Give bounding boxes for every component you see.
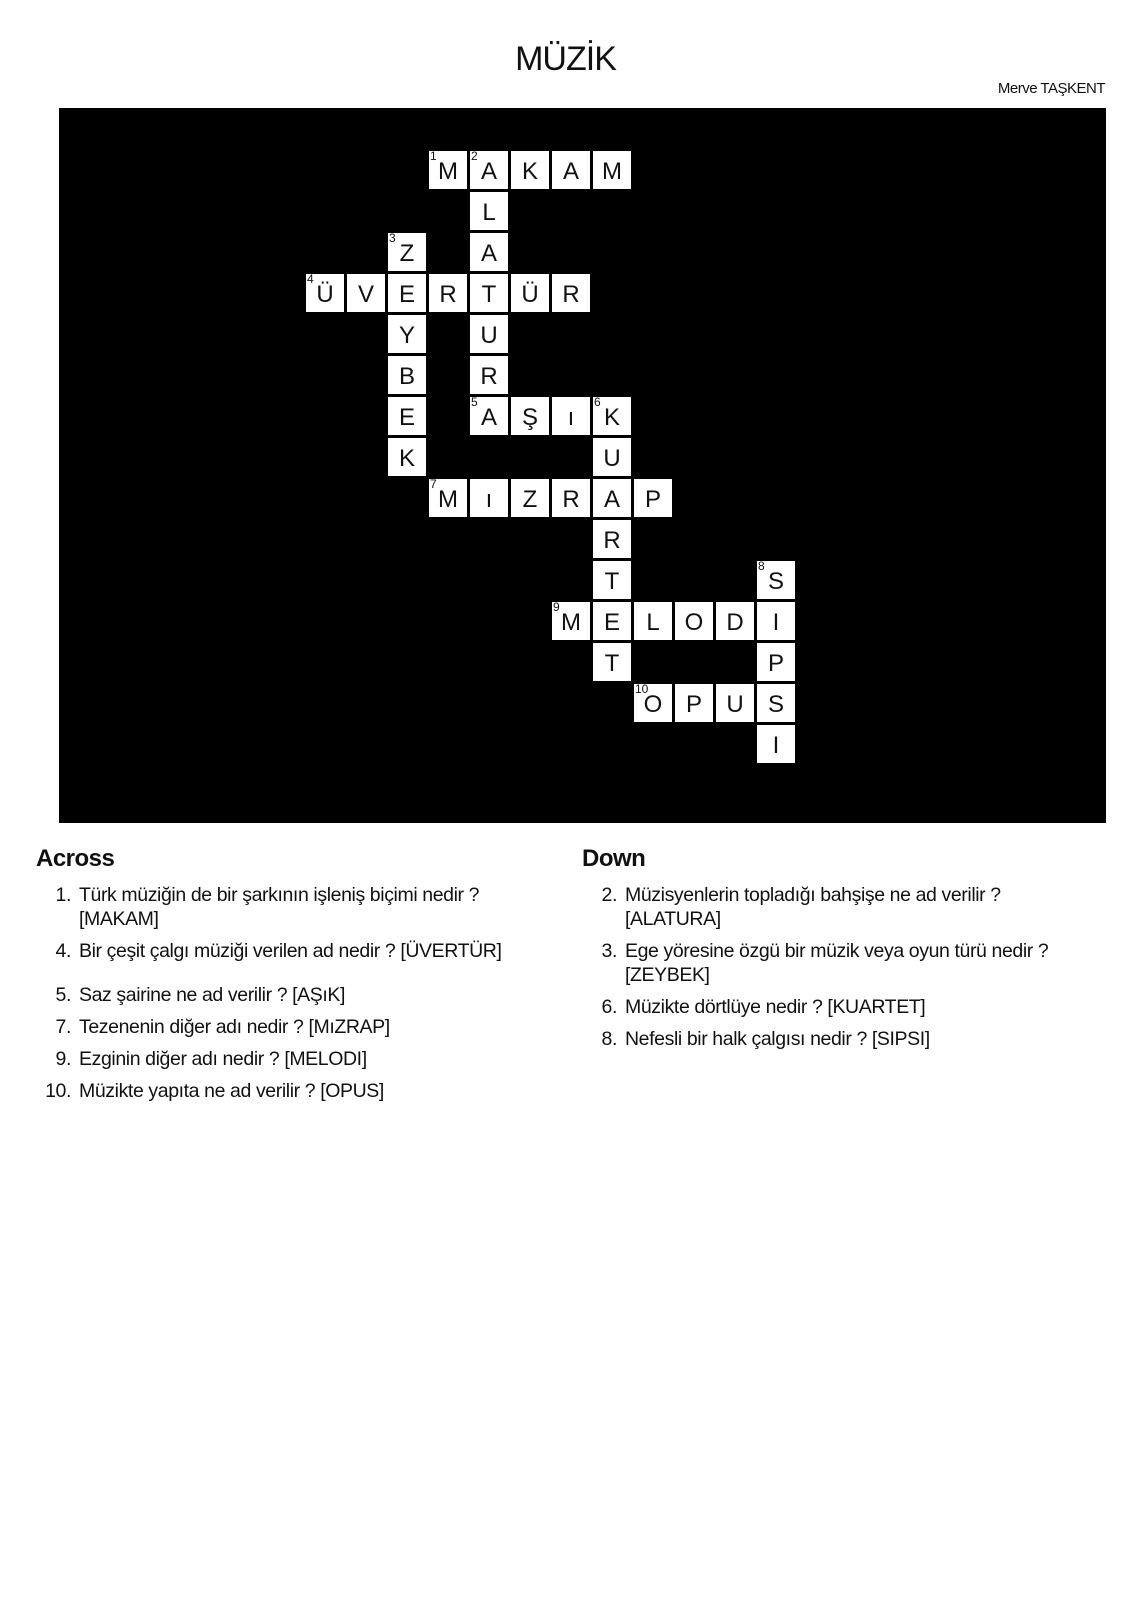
clue-item (582, 995, 1102, 1019)
cell-letter: R (439, 281, 457, 308)
cell-letter: A (480, 158, 497, 185)
grid-cell[interactable] (387, 437, 427, 477)
clue-text: Bir çeşit çalgı müziği verilen ad nedir ? [ÜVERTÜR] (79, 940, 502, 962)
clue-item (36, 1047, 556, 1071)
clue-text: Nefesli bir halk çalgısı nedir ? [SIPSI] (625, 1028, 930, 1050)
cell-letter: U (480, 322, 498, 349)
grid-cell[interactable] (428, 478, 468, 518)
cell-letter: K (398, 445, 415, 472)
cell-letter: A (562, 158, 579, 185)
cell-number: 2 (471, 149, 478, 163)
cell-letter: P (767, 650, 784, 677)
clue-number: 1. (55, 884, 71, 906)
grid-cell[interactable] (633, 683, 673, 723)
grid-cell[interactable] (469, 232, 509, 272)
clue-number: 2. (601, 884, 617, 906)
cell-letter: Y (398, 322, 415, 349)
cell-letter: K (603, 404, 620, 431)
cell-number: 5 (471, 395, 478, 409)
cell-letter: A (480, 240, 497, 267)
cell-letter: L (482, 199, 496, 226)
author-name: Merve TAŞKENT (997, 80, 1105, 97)
cell-letter: E (398, 281, 415, 308)
grid-cell[interactable] (633, 478, 673, 518)
grid-cell[interactable] (428, 150, 468, 190)
grid-cell[interactable] (510, 396, 550, 436)
cell-letter: R (562, 281, 580, 308)
cell-letter: R (603, 527, 621, 554)
grid-cell[interactable] (592, 150, 632, 190)
clue-number: 3. (601, 940, 617, 962)
cell-letter: L (646, 609, 660, 636)
cell-letter: P (685, 691, 702, 718)
grid-cell[interactable] (756, 642, 796, 682)
clue-number: 4. (55, 940, 71, 962)
crossword-grid (59, 108, 1106, 823)
grid-cell[interactable] (715, 601, 755, 641)
grid-cell[interactable] (592, 396, 632, 436)
grid-cell[interactable] (551, 601, 591, 641)
cell-letter: Z (399, 240, 415, 267)
cell-letter: ı (567, 404, 575, 431)
grid-cell[interactable] (387, 232, 427, 272)
grid-cell[interactable] (674, 683, 714, 723)
cell-letter: B (398, 363, 415, 390)
grid-cell[interactable] (469, 191, 509, 231)
cell-letter: O (684, 609, 704, 636)
grid-cell[interactable] (592, 478, 632, 518)
clue-item (582, 1027, 1102, 1051)
grid-cell[interactable] (551, 478, 591, 518)
grid-cell[interactable] (592, 519, 632, 559)
cell-letter: M (602, 158, 622, 185)
clue-item (36, 939, 556, 963)
down-heading: Down (582, 845, 646, 872)
clue-item (582, 883, 1102, 931)
cell-number: 7 (430, 477, 437, 491)
cell-letter: O (643, 691, 663, 718)
page-title: MÜZİK (515, 40, 616, 78)
grid-cell[interactable] (756, 601, 796, 641)
clue-text: Ege yöresine özgü bir müzik veya oyun türü nedir ? (625, 940, 1049, 962)
cell-number: 6 (594, 395, 601, 409)
cell-letter: M (438, 158, 458, 185)
grid-cell[interactable] (387, 273, 427, 313)
clue-number: 5. (55, 984, 71, 1006)
clue-number: 8. (601, 1028, 617, 1050)
cell-letter: M (438, 486, 458, 513)
cell-letter: A (603, 486, 620, 513)
clue-text: Ezginin diğer adı nedir ? [MELODI] (79, 1048, 367, 1070)
grid-cell[interactable] (469, 396, 509, 436)
clue-text: Müzikte dörtlüye nedir ? [KUARTET] (625, 996, 926, 1018)
cell-letter: R (562, 486, 580, 513)
cell-letter: Z (522, 486, 538, 513)
grid-cell[interactable] (510, 273, 550, 313)
clue-item (36, 1015, 556, 1039)
grid-cell[interactable] (551, 273, 591, 313)
down-clues (582, 845, 1102, 1059)
cell-letter: I (772, 609, 780, 636)
grid-cell[interactable] (756, 724, 796, 764)
clue-text: Müzikte yapıta ne ad verilir ? [OPUS] (79, 1080, 384, 1102)
grid-cell[interactable] (387, 355, 427, 395)
cell-number: 9 (553, 600, 560, 614)
cell-letter: E (603, 609, 620, 636)
clue-item (36, 883, 556, 931)
cell-letter: S (767, 568, 784, 595)
cell-letter: R (480, 363, 498, 390)
grid-cell[interactable] (551, 396, 591, 436)
cell-letter: T (604, 650, 620, 677)
cell-letter: A (480, 404, 497, 431)
cell-letter: I (772, 732, 780, 759)
grid-cell[interactable] (592, 601, 632, 641)
grid-cell[interactable] (387, 314, 427, 354)
grid-cell[interactable] (715, 683, 755, 723)
cell-letter: U (603, 445, 621, 472)
cell-letter: V (357, 281, 374, 308)
grid-cell[interactable] (592, 642, 632, 682)
grid-cell[interactable] (551, 150, 591, 190)
cell-letter: S (767, 691, 784, 718)
cell-letter: M (561, 609, 581, 636)
cell-number: 10 (635, 682, 649, 696)
clue-text: Türk müziğin de bir şarkının işleniş biçimi nedir ? (79, 884, 480, 906)
grid-cell[interactable] (469, 478, 509, 518)
cell-letter: Ş (521, 404, 538, 431)
grid-cell[interactable] (674, 601, 714, 641)
grid-cell[interactable] (346, 273, 386, 313)
grid-cell[interactable] (633, 601, 673, 641)
cell-letter: Ü (316, 281, 334, 308)
grid-cell[interactable] (387, 396, 427, 436)
clue-text: Müzisyenlerin topladığı bahşişe ne ad verilir ? (625, 884, 1001, 906)
across-clues (36, 845, 556, 1111)
grid-cell[interactable] (428, 273, 468, 313)
cell-letter: E (398, 404, 415, 431)
cell-letter: U (726, 691, 744, 718)
clue-text: [MAKAM] (79, 908, 159, 930)
clue-text: Saz şairine ne ad verilir ? [AŞıK] (79, 984, 346, 1006)
cell-number: 4 (307, 272, 314, 286)
cell-letter: ı (485, 486, 493, 513)
across-heading: Across (36, 845, 115, 872)
grid-cell[interactable] (592, 437, 632, 477)
grid-cell[interactable] (510, 478, 550, 518)
cell-letter: Ü (521, 281, 539, 308)
clue-item (582, 939, 1102, 987)
grid-cell[interactable] (469, 355, 509, 395)
cell-letter: D (726, 609, 744, 636)
clue-number: 7. (55, 1016, 71, 1038)
grid-cell[interactable] (756, 560, 796, 600)
cell-number: 3 (389, 231, 396, 245)
cell-letter: P (644, 486, 661, 513)
cell-letter: K (521, 158, 538, 185)
clue-text: [ALATURA] (625, 908, 721, 930)
clue-text: Tezenenin diğer adı nedir ? [MıZRAP] (79, 1016, 390, 1038)
cell-number: 8 (758, 559, 765, 573)
grid-cell[interactable] (592, 560, 632, 600)
grid-cell[interactable] (510, 150, 550, 190)
clue-number: 10. (45, 1080, 71, 1102)
clue-text: [ZEYBEK] (625, 964, 710, 986)
grid-cell[interactable] (469, 150, 509, 190)
cell-letter: T (481, 281, 497, 308)
clue-item (36, 1079, 556, 1103)
grid-cell[interactable] (305, 273, 345, 313)
grid-cell[interactable] (756, 683, 796, 723)
clue-number: 9. (55, 1048, 71, 1070)
cell-number: 1 (430, 149, 437, 163)
cell-letter: T (604, 568, 620, 595)
grid-cell[interactable] (469, 273, 509, 313)
clue-item (36, 983, 556, 1007)
clue-number: 6. (601, 996, 617, 1018)
grid-cell[interactable] (469, 314, 509, 354)
